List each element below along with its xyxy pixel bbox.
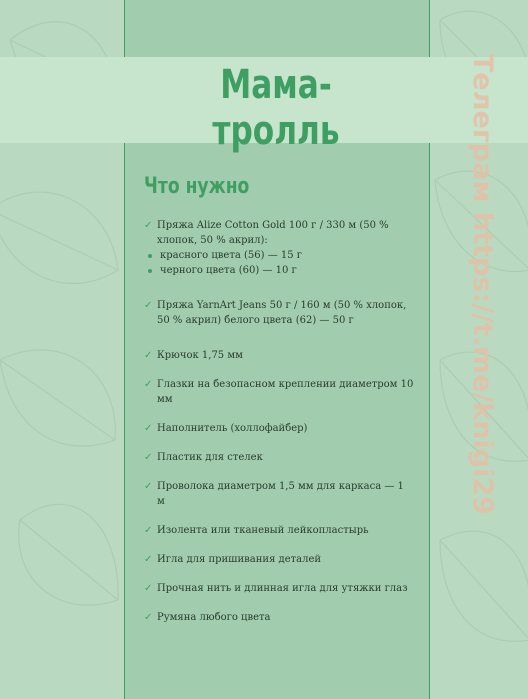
checkmark-icon: ✓ xyxy=(144,220,153,231)
list-item-text: Пластик для стелек xyxy=(157,452,263,463)
list-item xyxy=(144,479,414,509)
watermark-text: Телеграм https://t.me/knigi29 xyxy=(467,54,498,515)
materials-list xyxy=(144,218,414,625)
list-item xyxy=(144,552,414,567)
sub-list-item-text: красного цвета (56) — 15 г xyxy=(160,250,303,261)
checkmark-icon: ✓ xyxy=(144,481,153,492)
list-item xyxy=(144,348,414,363)
list-item xyxy=(144,610,414,625)
sub-list-item-text: черного цвета (60) — 10 г xyxy=(160,265,297,276)
sub-list-item xyxy=(144,263,414,278)
list-item-text: Проволока диаметром 1,5 мм для каркаса — 1 м xyxy=(157,481,404,507)
list-item-text: Прочная нить и длинная игла для утяжки глаз xyxy=(157,583,408,594)
checkmark-icon: ✓ xyxy=(144,612,153,623)
bullet-icon xyxy=(148,254,152,258)
checkmark-icon: ✓ xyxy=(144,525,153,536)
list-item xyxy=(144,581,414,596)
checkmark-icon: ✓ xyxy=(144,452,153,463)
list-item-text: Наполнитель (холлофайбер) xyxy=(157,423,308,434)
checkmark-icon: ✓ xyxy=(144,423,153,434)
section-title: Что нужно xyxy=(144,174,250,199)
list-item-text: Крючок 1,75 мм xyxy=(157,350,243,361)
list-item xyxy=(144,218,414,248)
list-item xyxy=(144,450,414,465)
checkmark-icon: ✓ xyxy=(144,379,153,390)
list-item-text: Игла для пришивания деталей xyxy=(157,554,322,565)
checkmark-icon: ✓ xyxy=(144,583,153,594)
page-title: Мама-тролль xyxy=(212,62,340,154)
list-item-text: Глазки на безопасном креплении диаметром 10 мм xyxy=(157,379,414,405)
watermark xyxy=(467,54,518,654)
checkmark-icon: ✓ xyxy=(144,300,153,311)
list-item-text: Пряжа Alize Cotton Gold 100 г / 330 м (50 % хлопок, 50 % акрил): xyxy=(157,220,389,246)
list-item xyxy=(144,523,414,538)
bullet-icon xyxy=(148,269,152,273)
list-item xyxy=(144,421,414,436)
checkmark-icon: ✓ xyxy=(144,554,153,565)
checkmark-icon: ✓ xyxy=(144,350,153,361)
list-item-text: Изолента или тканевый лейкопластырь xyxy=(157,525,369,536)
sub-list-item xyxy=(144,248,414,263)
list-item-text: Румяна любого цвета xyxy=(157,612,271,623)
list-item-text: Пряжа YarnArt Jeans 50 г / 160 м (50 % хлопок, 50 % акрил) белого цвета (62) — 50 г xyxy=(157,300,407,326)
list-item xyxy=(144,298,414,328)
list-item xyxy=(144,377,414,407)
